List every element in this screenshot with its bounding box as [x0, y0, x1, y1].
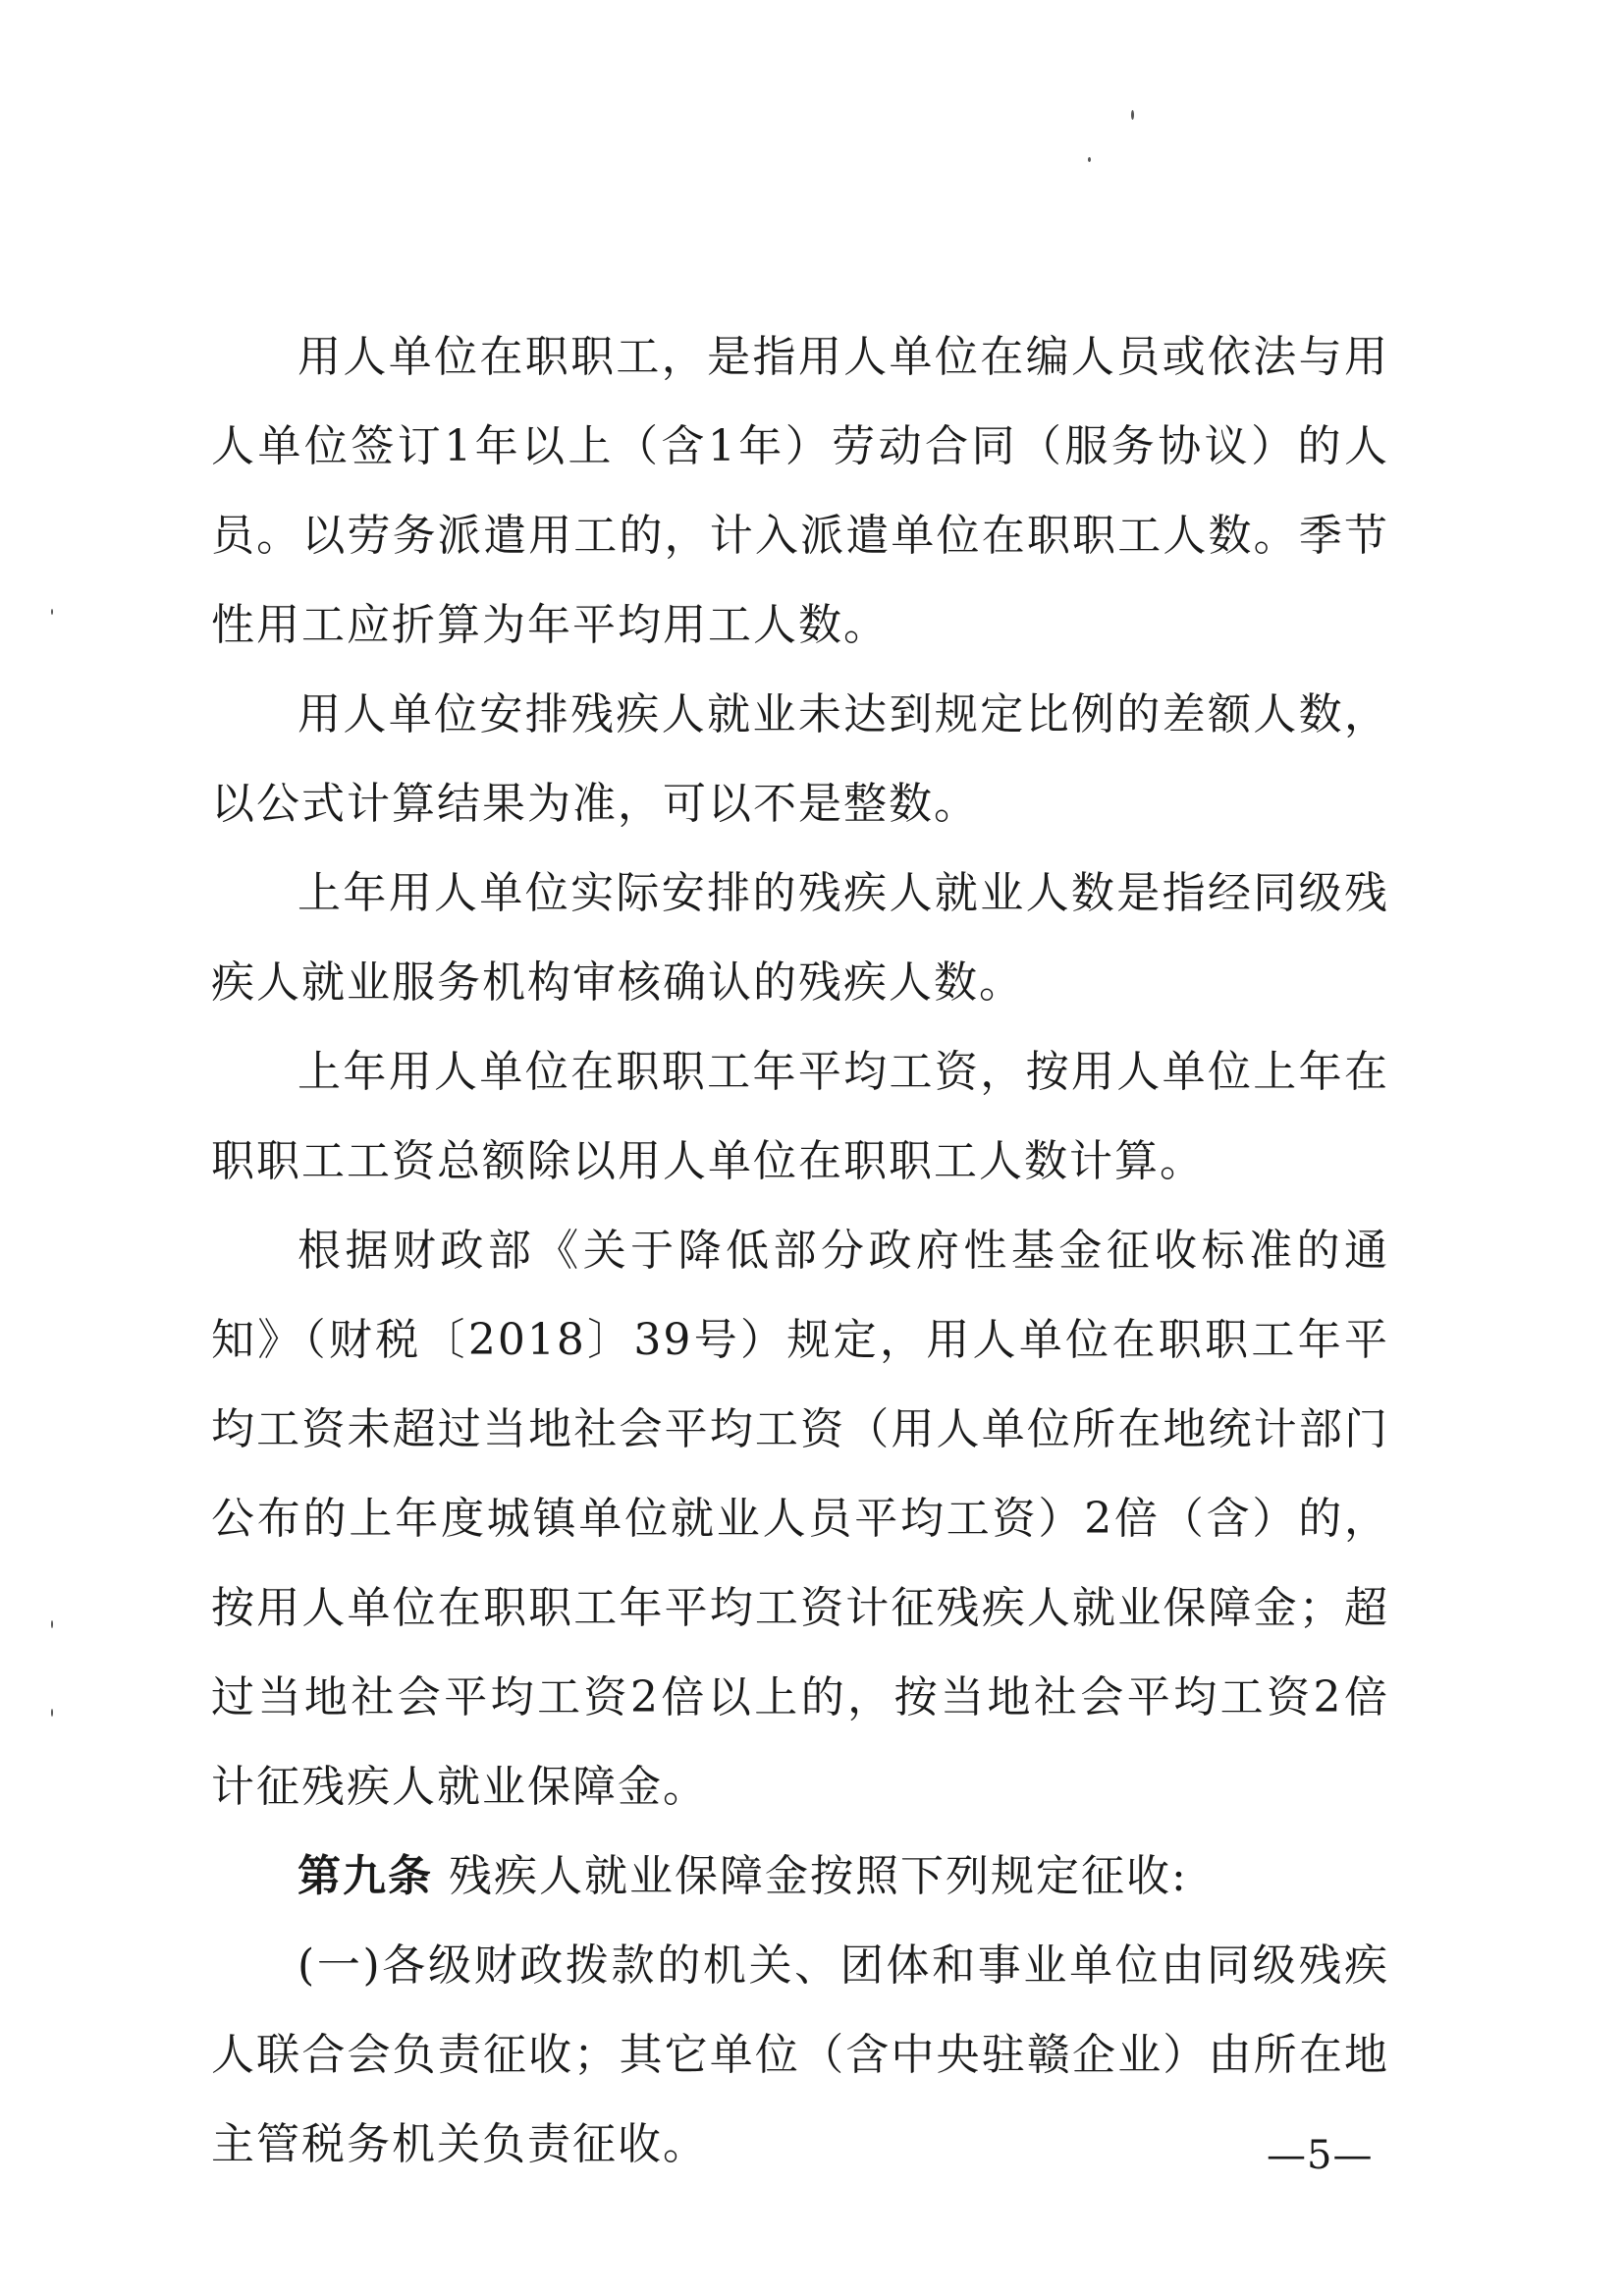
document-body — [211, 312, 1389, 2189]
scan-speck — [51, 1709, 53, 1717]
scan-speck — [51, 1620, 53, 1628]
scan-speck — [1131, 110, 1134, 120]
article-nine-item-one: (一)各级财政拨款的机关、团体和事业单位由同级残疾人联合会负责征收；其它单位（含中央驻赣企业）由所在地主管税务机关负责征收。 — [211, 1941, 1389, 2169]
article-nine-text: 残疾人就业保障金按照下列规定征收: — [449, 1851, 1188, 1901]
scan-speck — [51, 609, 53, 615]
paragraph-shortfall-count: 用人单位安排残疾人就业未达到规定比例的差额人数，以公式计算结果为准，可以不是整数。 — [211, 689, 1389, 829]
paragraph-average-wage: 上年用人单位在职职工年平均工资，按用人单位上年在职职工工资总额除以用人单位在职职工人数计算。 — [211, 1047, 1389, 1186]
page-number: —5— — [1267, 2133, 1374, 2178]
article-nine — [211, 1831, 1389, 1921]
paragraph-employee-definition: 用人单位在职职工，是指用人单位在编人员或依法与用人单位签订1年以上（含1年）劳动合同（服务协议）的人员。以劳务派遣用工的，计入派遣单位在职职工人数。季节性用工应折算为年平均用工人数。 — [211, 332, 1389, 650]
paragraph-wage-cap-rule: 根据财政部《关于降低部分政府性基金征收标准的通知》（财税〔2018〕39号）规定，用人单位在职职工年平均工资未超过当地社会平均工资（用人单位所在地统计部门公布的上年度城镇单位就业人员平均工资）2倍（含）的，按用人单位在职职工年平均工资计征残疾人就业保障金；超过当地社会平均工资2倍以上的，按当地社会平均工资2倍计征残疾人就业保障金。 — [211, 1226, 1389, 1812]
article-nine-title: 第九条 — [298, 1851, 433, 1901]
paragraph-actual-employment: 上年用人单位实际安排的残疾人就业人数是指经同级残疾人就业服务机构审核确认的残疾人数。 — [211, 868, 1389, 1008]
scan-speck — [1088, 157, 1091, 162]
